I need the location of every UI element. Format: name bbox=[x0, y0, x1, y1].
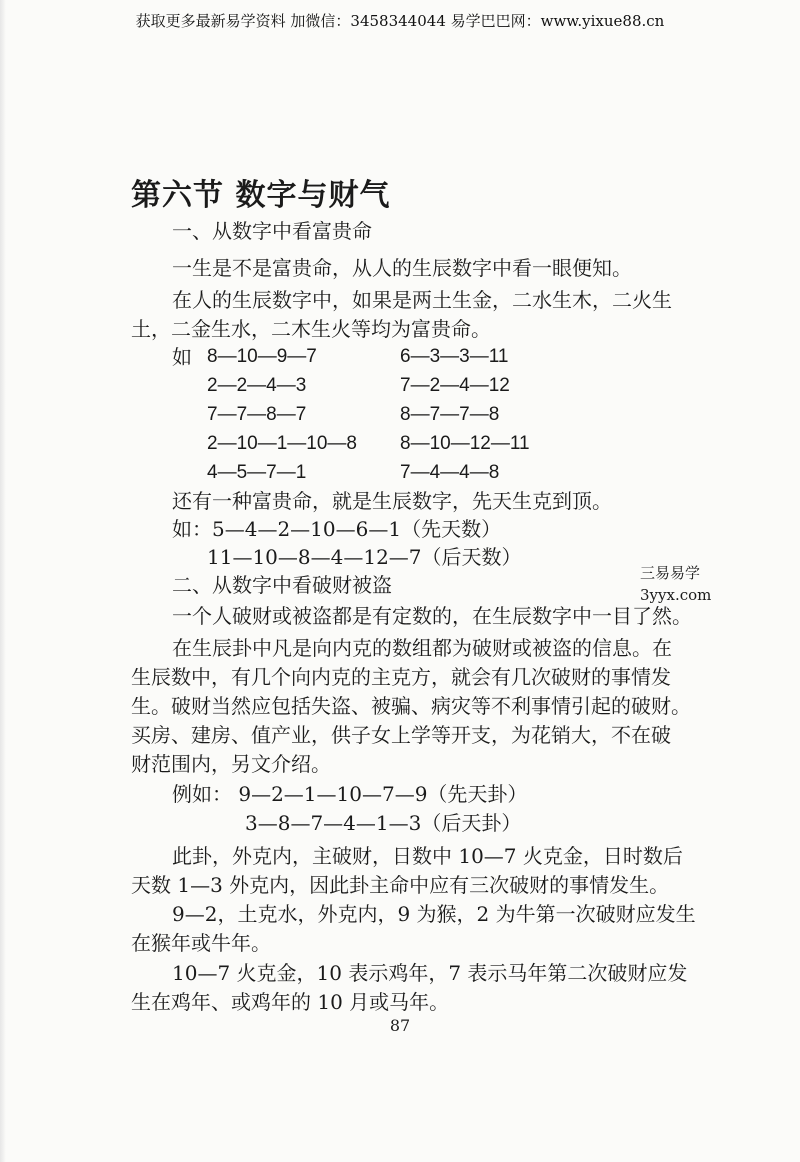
side-note-line-2: 3yyx.com bbox=[640, 586, 712, 604]
paragraph-7-line-1: 9—2，土克水，外克内，9 为猴，2 为牛第一次破财应发生 bbox=[172, 902, 696, 926]
example-left-3: 7—7—8—7 bbox=[207, 404, 307, 425]
side-note-line-1: 三易易学 bbox=[640, 564, 701, 582]
page-edge-shadow bbox=[0, 0, 6, 1162]
paragraph-5-line-1: 在生辰卦中凡是向内克的数组都为破财或被盗的信息。在 bbox=[172, 636, 672, 660]
paragraph-4: 一个人破财或被盗都是有定数的，在生辰数字中一目了然。 bbox=[172, 604, 692, 628]
paragraph-3: 还有一种富贵命，就是生辰数字，先天生克到顶。 bbox=[172, 489, 612, 513]
watermark-header: 获取更多最新易学资料 加微信：3458344044 易学巴巴网：www.yixue88.cn bbox=[135, 12, 665, 30]
section1-heading: 一、从数字中看富贵命 bbox=[172, 219, 372, 243]
paragraph-6-line-2: 天数 1—3 外克内，因此卦主命中应有三次破财的事情发生。 bbox=[131, 873, 670, 897]
example-left-2: 2—2—4—3 bbox=[207, 375, 307, 396]
example-right-4: 8—10—12—11 bbox=[400, 433, 530, 454]
page-number: 87 bbox=[389, 1016, 411, 1035]
paragraph-5-line-5: 财范围内，另文介绍。 bbox=[131, 752, 331, 776]
paragraph-8-line-2: 生在鸡年、或鸡年的 10 月或马年。 bbox=[131, 990, 450, 1014]
example-2-line-2: 11—10—8—4—12—7（后天数） bbox=[207, 545, 522, 569]
paragraph-2-line-2: 土，二金生水，二木生火等均为富贵命。 bbox=[131, 317, 491, 341]
paragraph-7-line-2: 在猴年或牛年。 bbox=[131, 931, 271, 955]
paragraph-5-line-2: 生辰数中，有几个向内克的主克方，就会有几次破财的事情发 bbox=[131, 665, 671, 689]
example-right-5: 7—4—4—8 bbox=[400, 462, 500, 483]
example-right-2: 7—2—4—12 bbox=[400, 375, 510, 396]
example-3-line-1: 例如： 9—2—1—10—7—9（先天卦） bbox=[172, 782, 528, 806]
example-2-line-1: 如：5—4—2—10—6—1（先天数） bbox=[172, 517, 502, 541]
paragraph-6-line-1: 此卦，外克内，主破财，日数中 10—7 火克金，日时数后 bbox=[172, 844, 683, 868]
example-left-1: 8—10—9—7 bbox=[207, 346, 317, 367]
example-left-5: 4—5—7—1 bbox=[207, 462, 307, 483]
example-3-line-2: 3—8—7—4—1—3（后天卦） bbox=[245, 811, 522, 835]
paragraph-5-line-3: 生。破财当然应包括失盗、被骗、病灾等不利事情引起的破财。 bbox=[131, 694, 691, 718]
example-right-1: 6—3—3—11 bbox=[400, 346, 509, 367]
section-title: 第六节 数字与财气 bbox=[131, 178, 391, 213]
paragraph-1: 一生是不是富贵命，从人的生辰数字中看一眼便知。 bbox=[172, 256, 632, 280]
paragraph-5-line-4: 买房、建房、值产业，供子女上学等开支，为花销大，不在破 bbox=[131, 723, 671, 747]
example-label: 如 bbox=[172, 345, 192, 369]
section2-heading: 二、从数字中看破财被盗 bbox=[172, 573, 392, 597]
example-left-4: 2—10—1—10—8 bbox=[207, 433, 357, 454]
paragraph-8-line-1: 10—7 火克金，10 表示鸡年，7 表示马年第二次破财应发 bbox=[172, 961, 688, 985]
paragraph-2-line-1: 在人的生辰数字中，如果是两土生金，二水生木，二火生 bbox=[172, 288, 672, 312]
example-right-3: 8—7—7—8 bbox=[400, 404, 500, 425]
